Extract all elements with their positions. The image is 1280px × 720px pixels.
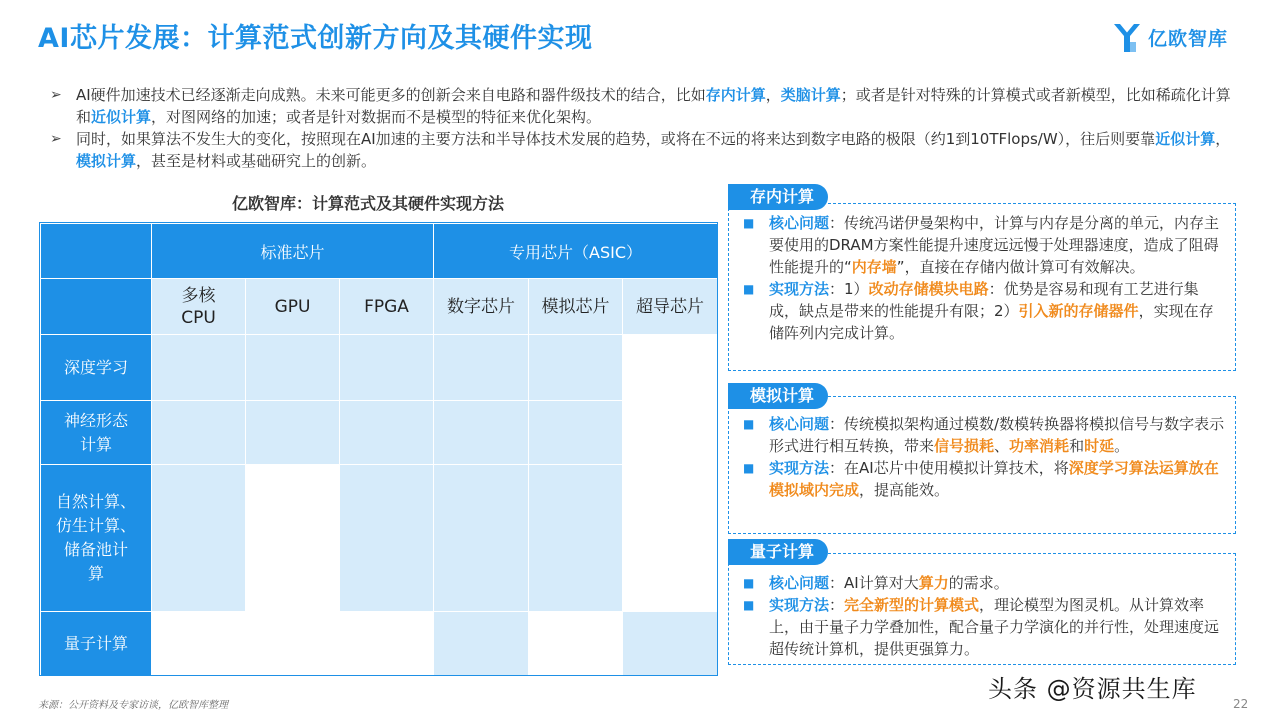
row-header: 神经形态 计算 [41, 401, 152, 465]
table-cell-supported [623, 612, 718, 676]
source-note: 来源：公开资料及专家访谈，亿欧智库整理 [38, 700, 228, 711]
tag-analog: 模拟计算 [728, 383, 828, 409]
method-label: 实现方法 [769, 459, 830, 477]
table-corner-2 [41, 279, 152, 335]
logo-mark-icon [1112, 20, 1142, 54]
square-bullet-icon: ■ [743, 417, 755, 431]
table-cell-supported [152, 335, 246, 401]
table-cell-empty [623, 335, 718, 401]
bullet-text: ， [765, 86, 781, 104]
column-header: GPU [246, 279, 340, 335]
table-cell-supported [434, 335, 529, 401]
row-header: 自然计算、 仿生计算、 储备池计 算 [41, 465, 152, 612]
method-text: ：1） [829, 280, 869, 298]
table-cell-empty [246, 612, 340, 676]
problem-label: 核心问题 [769, 214, 830, 232]
problem-label: 核心问题 [769, 574, 830, 592]
problem-label: 核心问题 [769, 415, 830, 433]
square-bullet-icon: ■ [743, 598, 755, 612]
page-title: AI芯片发展：计算范式创新方向及其硬件实现 [38, 23, 593, 54]
table-cell-supported [152, 401, 246, 465]
table-cell-supported [529, 401, 623, 465]
method-label: 实现方法 [769, 280, 830, 298]
problem-text: 。 [1114, 437, 1130, 455]
logo-text: 亿欧智库 [1148, 27, 1229, 50]
tag-quantum: 量子计算 [728, 539, 828, 565]
arrow-bullet-icon: ➢ [50, 131, 62, 147]
intro-bullet-1 [50, 84, 1240, 128]
method-highlight: 深度学习算法运算放在模拟域内完成 [769, 459, 1219, 499]
panel-line [737, 212, 1225, 278]
square-bullet-icon: ■ [743, 576, 755, 590]
bullet-text: AI硬件加速技术已经逐渐走向成熟。未来可能更多的创新会来自电路和器件级技术的结合，比如 [76, 86, 706, 104]
method-highlight: 引入新的存储器件 [1018, 302, 1139, 320]
table-cell-supported [434, 401, 529, 465]
problem-text: ”，直接在存储内做计算可有效解决。 [896, 258, 1145, 276]
method-text: ： [829, 596, 845, 614]
problem-text: 的需求。 [948, 574, 1009, 592]
page-number: 22 [1233, 697, 1249, 711]
panel-analog [728, 396, 1236, 534]
method-text: ：优势是容易和现有工艺进行集成，缺点是带来的性能提升有限；2） [769, 280, 1199, 320]
table-cell-supported [340, 335, 434, 401]
method-highlight: 完全新型的计算模式 [844, 596, 980, 614]
table-title: 亿欧智库：计算范式及其硬件实现方法 [232, 194, 505, 213]
table-cell-empty [529, 612, 623, 676]
bullet-text: ， [1215, 130, 1231, 148]
bullet-highlight: 模拟计算 [76, 152, 137, 170]
table-cell-supported [434, 465, 529, 612]
panel-line [737, 457, 1225, 501]
group-header-asic: 专用芯片（ASIC） [434, 224, 718, 279]
panel-in-memory [728, 203, 1236, 371]
table-cell-supported [340, 465, 434, 612]
arrow-bullet-icon: ➢ [50, 87, 62, 103]
row-header: 量子计算 [41, 612, 152, 676]
method-highlight: 改动存储模块电路 [868, 280, 989, 298]
table-cell-empty [623, 465, 718, 612]
bullet-text: ，对图网络的加速；或者是针对数据而不是模型的特征来优化架构。 [151, 108, 602, 126]
panel-line [737, 572, 1225, 594]
column-header: 多核 CPU [152, 279, 246, 335]
problem-highlight: 内存墙 [851, 258, 897, 276]
method-text: ，理论模型为图灵机。从计算效率上，由于量子力学叠加性，配合量子力学演化的并行性，处理速度远超传统计算机，提供更强算力。 [769, 596, 1220, 658]
table-row [41, 335, 718, 401]
square-bullet-icon: ■ [743, 282, 755, 296]
bullet-highlight: 存内计算 [705, 86, 766, 104]
column-header: FPGA [340, 279, 434, 335]
problem-highlight: 时延 [1084, 437, 1115, 455]
square-bullet-icon: ■ [743, 461, 755, 475]
table-cell-supported [246, 401, 340, 465]
group-header-standard: 标准芯片 [152, 224, 434, 279]
panel-line [737, 594, 1225, 660]
bullet-text: 同时，如果算法不发生大的变化，按照现在AI加速的主要方法和半导体技术发展的趋势，或将在不远的将来达到数字电路的极限（约1到10TFlops/W），往后则要靠 [76, 130, 1156, 148]
problem-highlight: 功率消耗 [1009, 437, 1070, 455]
method-text: ：在AI芯片中使用模拟计算技术，将 [829, 459, 1069, 477]
table-cell-supported [340, 401, 434, 465]
problem-highlight: 信号损耗 [934, 437, 995, 455]
bullet-highlight: 近似计算 [1155, 130, 1216, 148]
table-cell-supported [246, 335, 340, 401]
table-cell-supported [434, 612, 529, 676]
table-cell-empty [152, 612, 246, 676]
bullet-text: ，甚至是材料或基础研究上的创新。 [136, 152, 377, 170]
problem-text: ：AI计算对大 [829, 574, 919, 592]
table-row [41, 465, 718, 612]
square-bullet-icon: ■ [743, 216, 755, 230]
panel-line [737, 278, 1225, 344]
tag-in-memory: 存内计算 [728, 184, 828, 210]
problem-highlight: 算力 [918, 574, 949, 592]
intro-bullets [50, 84, 1240, 172]
column-header: 模拟芯片 [529, 279, 623, 335]
watermark: 头条 @资源共生库 [988, 675, 1197, 703]
column-header: 超导芯片 [623, 279, 718, 335]
table-cell-supported [529, 335, 623, 401]
logo [1112, 20, 1228, 54]
bullet-highlight: 近似计算 [91, 108, 152, 126]
method-text: ，实现在存储阵列内完成计算。 [769, 302, 1214, 342]
table-cell-supported [152, 465, 246, 612]
table-cell-supported [529, 465, 623, 612]
hardware-table [40, 223, 718, 676]
table-cell-empty [246, 465, 340, 612]
problem-text: ：传统冯诺伊曼架构中，计算与内存是分离的单元，内存主要使用的DRAM方案性能提升速度远远慢于处理器速度，造成了阻碍性能提升的“ [769, 214, 1220, 276]
intro-bullet-2 [50, 128, 1240, 172]
bullet-highlight: 类脑计算 [780, 86, 841, 104]
panel-quantum [728, 553, 1236, 665]
bullet-text: ；或者是针对特殊的计算模式或者新模型，比如稀疏化计算和 [76, 86, 1231, 126]
problem-text: 、 [994, 437, 1010, 455]
problem-text: ：传统模拟架构通过模数/数模转换器将模拟信号与数字表示形式进行相互转换，带来 [769, 415, 1225, 455]
column-header: 数字芯片 [434, 279, 529, 335]
table-row [41, 401, 718, 465]
method-label: 实现方法 [769, 596, 830, 614]
row-header: 深度学习 [41, 335, 152, 401]
table-cell-empty [340, 612, 434, 676]
problem-text: 和 [1069, 437, 1085, 455]
panel-line [737, 413, 1225, 457]
table-cell-empty [623, 401, 718, 465]
method-text: ，提高能效。 [859, 481, 950, 499]
table-corner [41, 224, 152, 279]
table-row [41, 612, 718, 676]
